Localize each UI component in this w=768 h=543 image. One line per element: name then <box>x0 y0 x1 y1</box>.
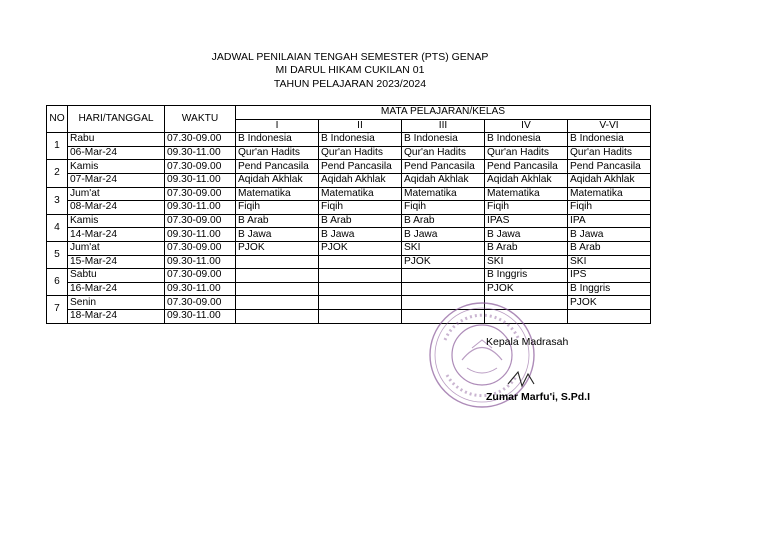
table-row <box>47 173 651 187</box>
subject-cell: Pend Pancasila <box>485 160 568 174</box>
subject-cell: B Jawa <box>319 228 402 242</box>
school-name: MI DARUL HIKAM CUKILAN 01 <box>275 64 425 76</box>
subject-cell: Pend Pancasila <box>319 160 402 174</box>
subject-cell: Aqidah Akhlak <box>236 173 319 187</box>
date-cell: 07-Mar-24 <box>68 173 165 187</box>
subject-cell: PJOK <box>485 282 568 296</box>
table-row <box>47 146 651 160</box>
table-row <box>47 201 651 215</box>
table-row <box>47 309 651 323</box>
subject-cell: SKI <box>402 241 485 255</box>
subject-cell: B Indonesia <box>402 133 485 147</box>
subject-cell <box>236 296 319 310</box>
table-row <box>47 296 651 310</box>
table-row <box>47 133 651 147</box>
header-time: WAKTU <box>165 106 236 133</box>
time-cell: 09.30-11.00 <box>165 228 236 242</box>
day-cell: Kamis <box>68 214 165 228</box>
subject-cell: Qur'an Hadits <box>568 146 651 160</box>
time-cell: 09.30-11.00 <box>165 173 236 187</box>
document-title: JADWAL PENILAIAN TENGAH SEMESTER (PTS) GENAP <box>211 51 489 63</box>
subject-cell: B Indonesia <box>568 133 651 147</box>
day-cell: Sabtu <box>68 269 165 283</box>
time-cell: 09.30-11.00 <box>165 282 236 296</box>
subject-cell: B Inggris <box>485 269 568 283</box>
subject-cell: Fiqih <box>402 201 485 215</box>
subject-cell: PJOK <box>319 241 402 255</box>
day-cell: Senin <box>68 296 165 310</box>
subject-cell: B Indonesia <box>485 133 568 147</box>
time-cell: 07.30-09.00 <box>165 296 236 310</box>
subject-cell: Aqidah Akhlak <box>319 173 402 187</box>
table-row <box>47 214 651 228</box>
day-cell: Jum'at <box>68 187 165 201</box>
row-number: 6 <box>47 269 68 296</box>
subject-cell: Fiqih <box>568 201 651 215</box>
subject-cell: B Arab <box>568 241 651 255</box>
table-row <box>47 228 651 242</box>
subject-cell: SKI <box>568 255 651 269</box>
subject-cell: Pend Pancasila <box>568 160 651 174</box>
signatory-name: Zumar Marfu'i, S.Pd.I <box>486 391 591 403</box>
time-cell: 09.30-11.00 <box>165 201 236 215</box>
table-row <box>47 255 651 269</box>
subject-cell <box>402 282 485 296</box>
subject-cell <box>236 269 319 283</box>
subject-cell: IPS <box>568 269 651 283</box>
date-cell: 16-Mar-24 <box>68 282 165 296</box>
subject-cell: Matematika <box>236 187 319 201</box>
time-cell: 07.30-09.00 <box>165 133 236 147</box>
date-cell: 06-Mar-24 <box>68 146 165 160</box>
subject-cell: B Inggris <box>568 282 651 296</box>
time-cell: 07.30-09.00 <box>165 241 236 255</box>
subject-cell: Matematika <box>568 187 651 201</box>
subject-cell: Fiqih <box>236 201 319 215</box>
academic-year: TAHUN PELAJARAN 2023/2024 <box>273 78 427 90</box>
subject-cell: PJOK <box>568 296 651 310</box>
row-number: 4 <box>47 214 68 241</box>
time-cell: 07.30-09.00 <box>165 214 236 228</box>
subject-cell: B Jawa <box>402 228 485 242</box>
subject-cell: Qur'an Hadits <box>485 146 568 160</box>
row-number: 3 <box>47 187 68 214</box>
subject-cell: Aqidah Akhlak <box>568 173 651 187</box>
subject-cell: Qur'an Hadits <box>236 146 319 160</box>
subject-cell <box>402 269 485 283</box>
day-cell: Jum'at <box>68 241 165 255</box>
subject-cell: Matematika <box>319 187 402 201</box>
header-subjects: MATA PELAJARAN/KELAS <box>236 106 651 120</box>
subject-cell: Matematika <box>402 187 485 201</box>
row-number: 7 <box>47 296 68 323</box>
signatory-title: Kepala Madrasah <box>486 336 569 348</box>
header-no: NO <box>47 106 68 133</box>
header-day-date: HARI/TANGGAL <box>68 106 165 133</box>
subject-cell: Fiqih <box>319 201 402 215</box>
subject-cell: Matematika <box>485 187 568 201</box>
day-cell: Rabu <box>68 133 165 147</box>
date-cell: 08-Mar-24 <box>68 201 165 215</box>
subject-cell <box>236 255 319 269</box>
subject-cell: SKI <box>485 255 568 269</box>
subject-cell <box>319 269 402 283</box>
row-number: 5 <box>47 241 68 268</box>
subject-cell: B Jawa <box>485 228 568 242</box>
row-number: 2 <box>47 160 68 187</box>
subject-cell: PJOK <box>402 255 485 269</box>
header-class: IV <box>485 119 568 133</box>
subject-cell: Pend Pancasila <box>402 160 485 174</box>
subject-cell: Qur'an Hadits <box>319 146 402 160</box>
time-cell: 07.30-09.00 <box>165 187 236 201</box>
header-class: III <box>402 119 485 133</box>
header-class: V-VI <box>568 119 651 133</box>
subject-cell: Aqidah Akhlak <box>402 173 485 187</box>
date-cell: 15-Mar-24 <box>68 255 165 269</box>
row-number: 1 <box>47 133 68 160</box>
table-row <box>47 241 651 255</box>
table-row <box>47 187 651 201</box>
time-cell: 09.30-11.00 <box>165 309 236 323</box>
subject-cell <box>319 296 402 310</box>
subject-cell: B Arab <box>236 214 319 228</box>
date-cell: 14-Mar-24 <box>68 228 165 242</box>
table-row <box>47 160 651 174</box>
subject-cell <box>319 309 402 323</box>
time-cell: 07.30-09.00 <box>165 160 236 174</box>
time-cell: 09.30-11.00 <box>165 255 236 269</box>
subject-cell: IPA <box>568 214 651 228</box>
subject-cell: Qur'an Hadits <box>402 146 485 160</box>
subject-cell <box>236 282 319 296</box>
subject-cell: Aqidah Akhlak <box>485 173 568 187</box>
table-row <box>47 269 651 283</box>
time-cell: 09.30-11.00 <box>165 146 236 160</box>
signature-icon <box>504 366 544 391</box>
subject-cell <box>319 255 402 269</box>
time-cell: 07.30-09.00 <box>165 269 236 283</box>
table-row <box>47 282 651 296</box>
subject-cell <box>236 309 319 323</box>
subject-cell: IPAS <box>485 214 568 228</box>
day-cell: Kamis <box>68 160 165 174</box>
subject-cell: B Indonesia <box>319 133 402 147</box>
subject-cell: B Indonesia <box>236 133 319 147</box>
subject-cell: B Arab <box>485 241 568 255</box>
subject-cell: B Arab <box>402 214 485 228</box>
subject-cell: Pend Pancasila <box>236 160 319 174</box>
subject-cell: B Jawa <box>236 228 319 242</box>
header-class: II <box>319 119 402 133</box>
subject-cell: B Arab <box>319 214 402 228</box>
subject-cell: Fiqih <box>485 201 568 215</box>
date-cell: 18-Mar-24 <box>68 309 165 323</box>
subject-cell <box>568 309 651 323</box>
subject-cell: PJOK <box>236 241 319 255</box>
subject-cell <box>319 282 402 296</box>
subject-cell: B Jawa <box>568 228 651 242</box>
schedule-table <box>46 105 651 324</box>
header-class: I <box>236 119 319 133</box>
